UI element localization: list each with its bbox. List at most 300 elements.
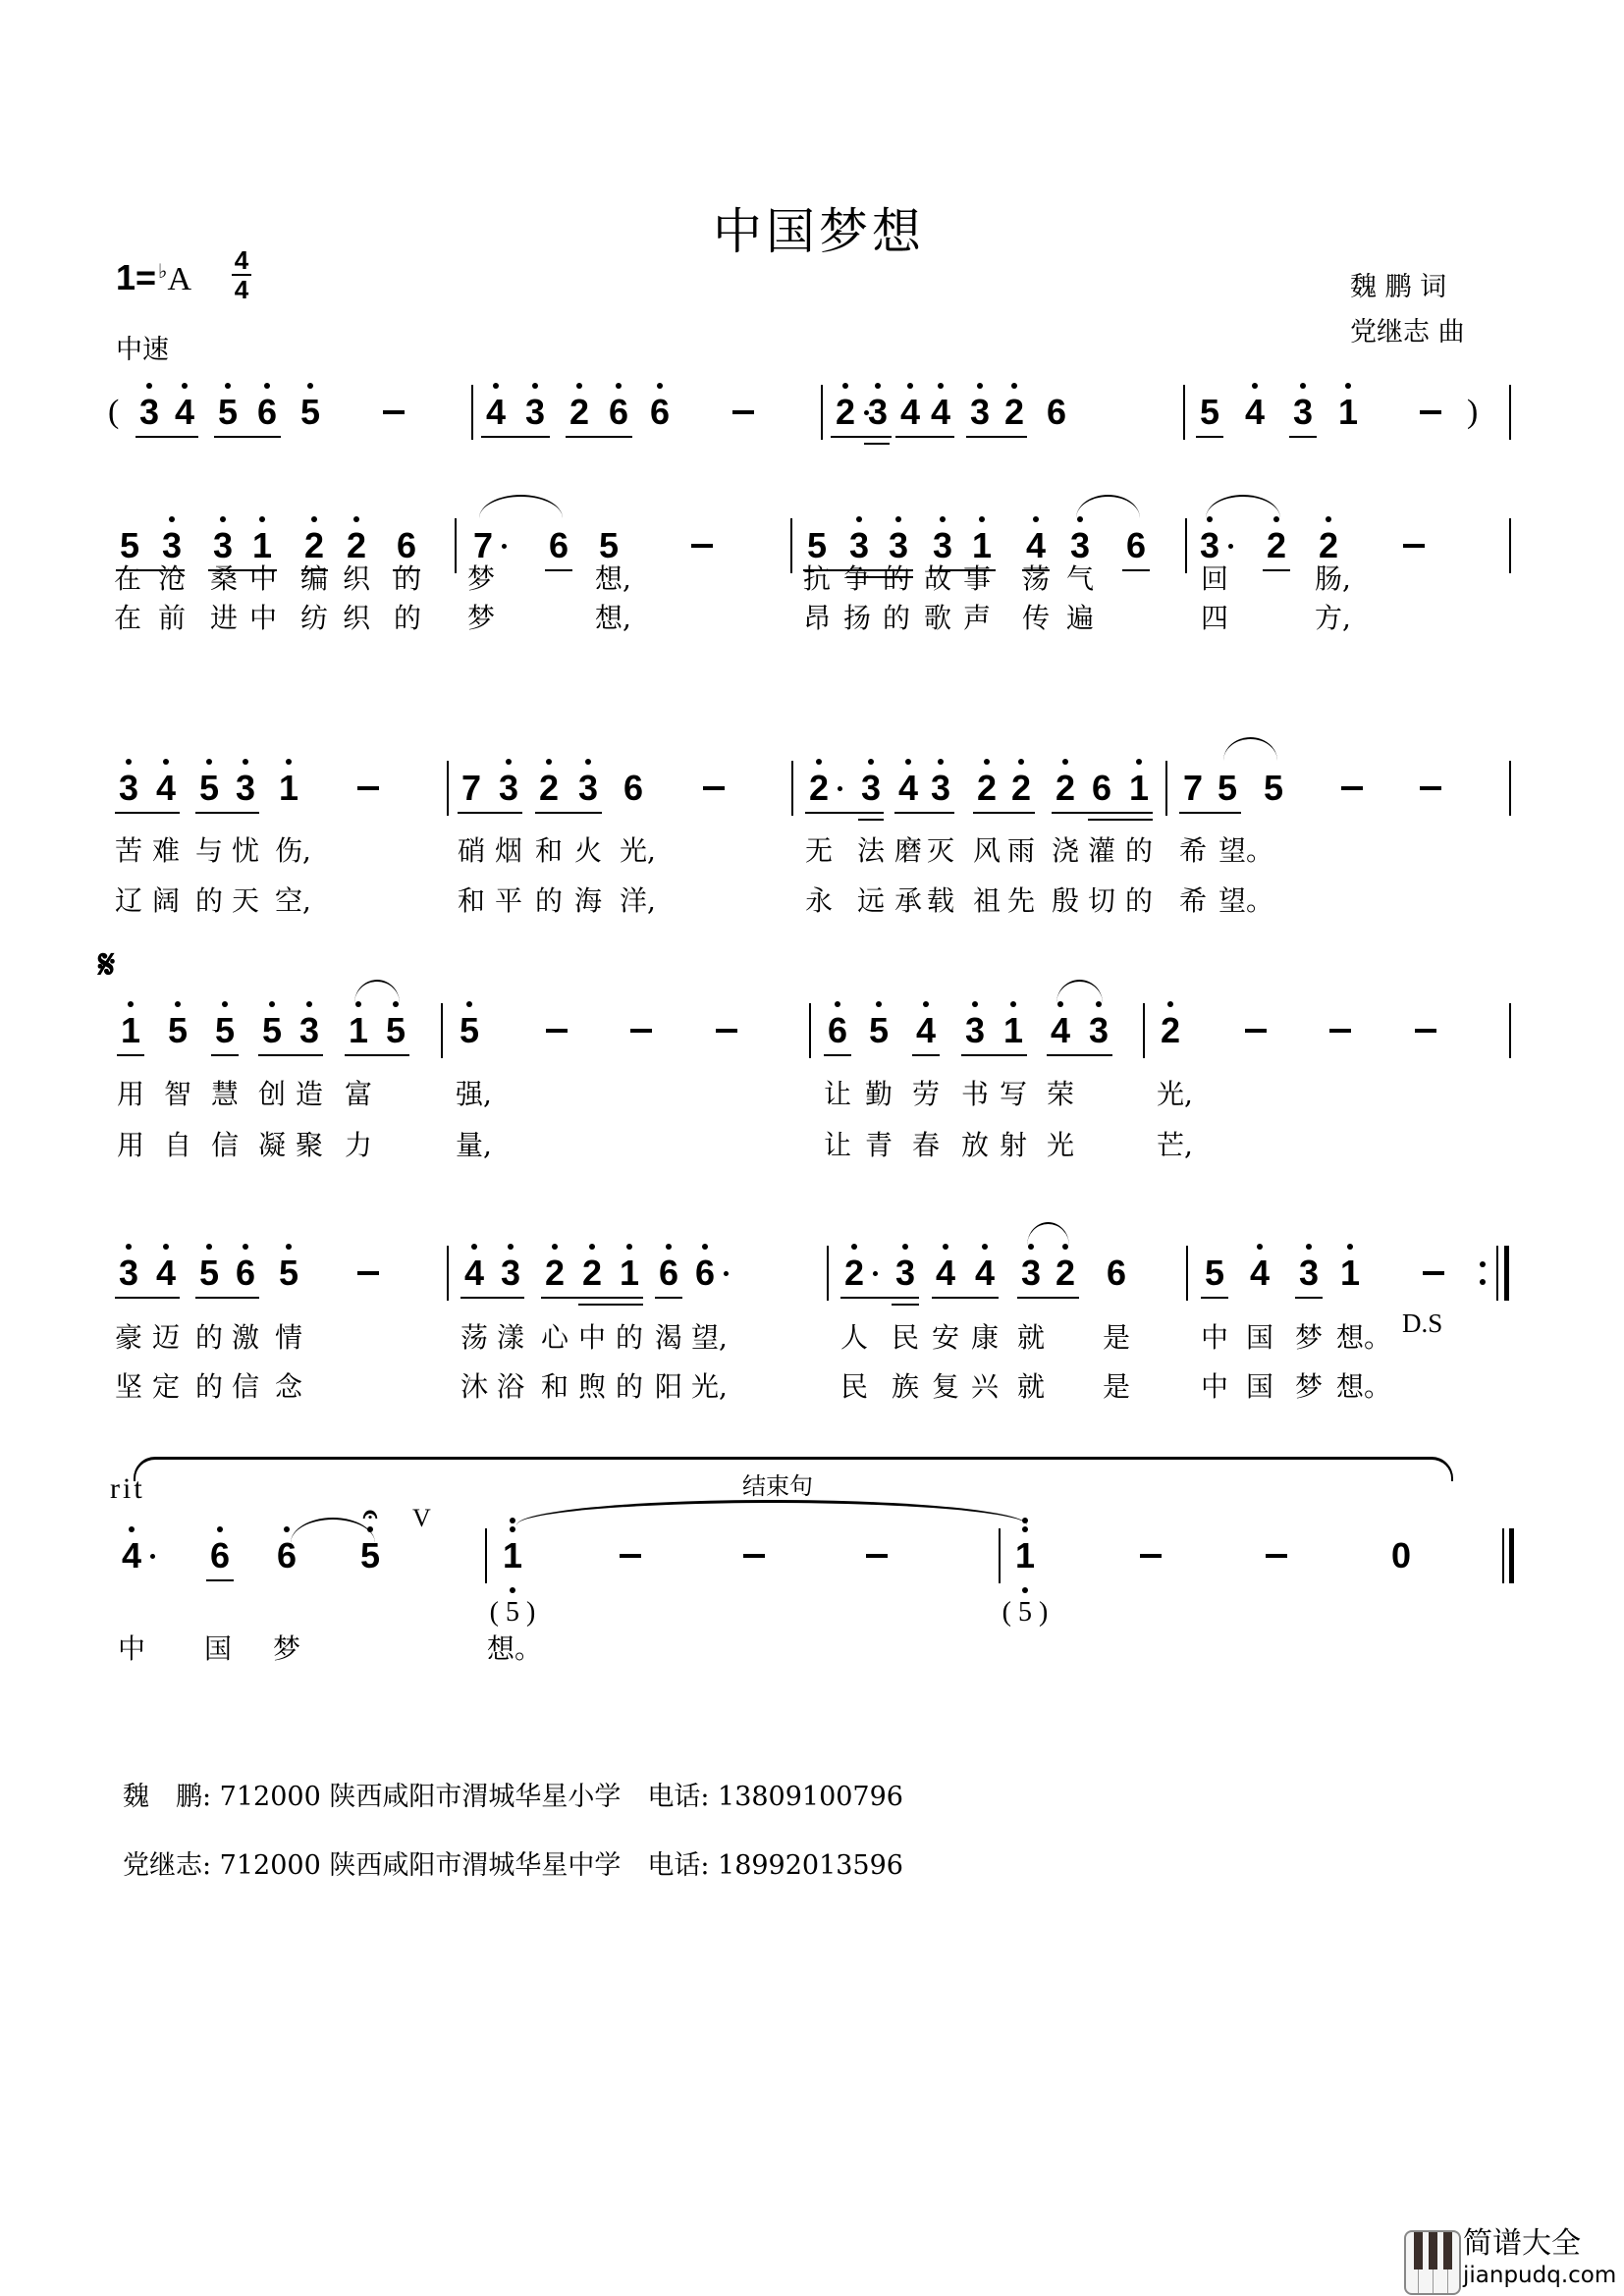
note-digit: 7 <box>472 525 494 565</box>
note-digit: 3 <box>118 1253 139 1293</box>
lyric-syllable: 前 <box>158 602 187 634</box>
note-digit: 5 <box>278 1253 299 1293</box>
high-octave-dot <box>206 759 212 765</box>
note-digit: 3 <box>298 1010 320 1050</box>
note <box>961 1011 989 1050</box>
note <box>1336 1254 1364 1293</box>
barline <box>1165 761 1167 816</box>
lyric-syllable: 的 <box>394 602 422 634</box>
note-digit: 5 <box>214 1010 236 1050</box>
lyric-syllable: 方, <box>1315 602 1351 634</box>
note-digit: 6 <box>1091 768 1112 808</box>
lyric-syllable: 梦 <box>273 1632 301 1665</box>
note-digit: 5 <box>1204 1253 1225 1293</box>
watermark-logo[interactable] <box>1404 2226 1624 2296</box>
high-octave-dot <box>471 1244 477 1250</box>
lyric-syllable: 族 <box>892 1370 920 1403</box>
lyricist-credit: 魏 鹏 词 <box>1350 272 1447 302</box>
lyric-syllable: 智 <box>164 1078 192 1110</box>
note-digit: 3 <box>932 525 953 565</box>
high-octave-dot <box>1033 516 1039 522</box>
dash <box>1329 1029 1351 1033</box>
note <box>253 393 281 432</box>
note <box>840 1254 868 1293</box>
lyric-syllable: 肠, <box>1315 562 1351 595</box>
note-digit: 2 <box>843 1253 865 1293</box>
note-digit: 3 <box>118 768 139 808</box>
barline <box>1509 1003 1511 1058</box>
high-octave-dot <box>163 759 169 765</box>
dash <box>1420 410 1441 414</box>
high-octave-dot <box>1062 759 1068 765</box>
ds-marker: D.S <box>1402 1308 1443 1338</box>
barline <box>1185 518 1187 573</box>
barline <box>441 1003 443 1058</box>
lyric-syllable: 中 <box>578 1321 607 1354</box>
note-digit: 3 <box>1292 392 1314 432</box>
high-octave-dot <box>982 1244 988 1250</box>
high-octave-dot <box>895 516 901 522</box>
lyric-syllable: 创 <box>258 1078 287 1110</box>
note-digit: 6 <box>396 525 417 565</box>
note-digit: 2 <box>835 392 856 432</box>
note <box>620 769 647 808</box>
note <box>892 1254 919 1293</box>
note-digit: 1 <box>971 525 993 565</box>
high-octave-dot <box>1167 1001 1173 1007</box>
note-digit: 2 <box>1055 1253 1076 1293</box>
note-digit: 6 <box>548 525 569 565</box>
rhythm-underline <box>541 1297 643 1299</box>
note-digit: 6 <box>235 1253 256 1293</box>
composer-credit: 党继志 曲 <box>1350 317 1465 347</box>
barline <box>447 1246 449 1301</box>
lyric-syllable: 强, <box>456 1078 492 1110</box>
note <box>164 1011 191 1050</box>
high-octave-dot <box>466 1001 472 1007</box>
high-octave-dot <box>175 1001 181 1007</box>
note-digit: 5 <box>598 525 620 565</box>
high-octave-dot <box>284 1526 290 1532</box>
lyric-syllable: 和 <box>535 834 564 867</box>
rhythm-underline <box>1263 569 1290 571</box>
note-digit: 3 <box>860 768 882 808</box>
note <box>1179 769 1207 808</box>
lyric-syllable: 坚 <box>115 1370 143 1403</box>
note-digit: 6 <box>694 1253 716 1293</box>
dash <box>866 1554 888 1558</box>
barline <box>791 761 793 816</box>
note <box>115 769 142 808</box>
note <box>605 393 632 432</box>
lyric-syllable: 伤, <box>275 834 311 867</box>
note <box>393 526 420 565</box>
lyric-syllable: 梦 <box>1295 1370 1324 1403</box>
note <box>115 1254 142 1293</box>
note-digit: 3 <box>1298 1253 1320 1293</box>
note <box>1011 1536 1039 1575</box>
note-digit: 2 <box>976 768 998 808</box>
note-digit: 6 <box>827 1010 848 1050</box>
note <box>566 393 593 432</box>
lyric-syllable: 国 <box>1246 1370 1274 1403</box>
rhythm-underline <box>1122 569 1150 571</box>
lyric-syllable: 织 <box>343 602 371 634</box>
lyric-syllable: 国 <box>204 1632 233 1665</box>
lyric-syllable: 的 <box>195 1370 224 1403</box>
lyric-syllable: 就 <box>1017 1370 1046 1403</box>
time-sig-top: 4 <box>234 245 249 275</box>
tie-slur <box>1027 1222 1069 1246</box>
lyric-syllable: 光, <box>620 834 656 867</box>
dash <box>703 786 725 790</box>
rhythm-underline <box>481 436 550 438</box>
note <box>655 1254 682 1293</box>
high-octave-dot <box>1010 1001 1016 1007</box>
note-digit: 3 <box>500 1253 521 1293</box>
note <box>541 1254 568 1293</box>
note-digit: 4 <box>899 392 921 432</box>
dash <box>1423 1271 1444 1275</box>
note-digit: 7 <box>460 768 482 808</box>
lyric-syllable: 声 <box>963 602 992 634</box>
high-octave-dot <box>1252 383 1258 389</box>
note-digit: 6 <box>1046 392 1067 432</box>
note-digit: 1 <box>1002 1010 1024 1050</box>
lyric-syllable: 想。 <box>487 1632 543 1665</box>
note <box>1007 769 1035 808</box>
lyric-syllable: 载 <box>927 884 955 917</box>
rhythm-underline <box>195 1297 259 1299</box>
note-digit: 5 <box>359 1535 381 1575</box>
note <box>195 769 223 808</box>
lyric-syllable: 编 <box>300 562 329 595</box>
final-barline-thin <box>1502 1528 1504 1583</box>
barline <box>1509 518 1511 573</box>
high-octave-dot <box>169 516 175 522</box>
lyric-syllable: 沧 <box>158 562 187 595</box>
lyric-syllable: 信 <box>232 1370 260 1403</box>
note <box>232 769 259 808</box>
lyric-syllable: 切 <box>1088 884 1116 917</box>
high-octave-dot <box>243 759 248 765</box>
dash <box>1245 1029 1267 1033</box>
lyric-syllable: 洋, <box>620 884 656 917</box>
fermata-icon: 𝄐 <box>362 1500 378 1529</box>
barline <box>1143 1003 1145 1058</box>
dash <box>630 1029 652 1033</box>
high-octave-dot <box>626 1244 632 1250</box>
low-octave-dot <box>1022 1587 1028 1593</box>
tie-slur <box>1056 980 1103 1003</box>
high-octave-dot <box>546 759 552 765</box>
dash <box>1341 786 1363 790</box>
barline <box>827 1246 829 1301</box>
augmentation-dot <box>724 1271 729 1276</box>
lyric-syllable: 安 <box>932 1321 960 1354</box>
note <box>499 1536 526 1575</box>
note <box>458 769 485 808</box>
lyric-syllable: 在 <box>114 602 142 634</box>
lyric-syllable: 进 <box>210 602 239 634</box>
rhythm-underline <box>1017 1297 1079 1299</box>
bracket-paren: ( <box>108 394 120 430</box>
dash <box>743 1554 765 1558</box>
note-digit: 2 <box>544 1253 566 1293</box>
lyric-syllable: 是 <box>1103 1370 1131 1403</box>
note <box>1052 1254 1079 1293</box>
note <box>845 526 873 565</box>
note <box>824 1011 851 1050</box>
lyric-syllable: 射 <box>1000 1129 1028 1161</box>
note-digit: 1 <box>251 525 273 565</box>
note-digit: 0 <box>1390 1535 1412 1575</box>
note-digit: 2 <box>303 525 325 565</box>
rhythm-underline <box>1295 1297 1323 1299</box>
high-octave-dot <box>856 516 862 522</box>
high-octave-dot <box>510 1526 515 1532</box>
high-octave-dot <box>353 516 359 522</box>
lyric-syllable: 的 <box>616 1321 644 1354</box>
lyric-syllable: 渴 <box>655 1321 683 1354</box>
note-digit: 3 <box>964 1010 986 1050</box>
rhythm-underline <box>824 1054 851 1056</box>
lyric-syllable: 想。 <box>1336 1370 1392 1403</box>
lyric-syllable: 青 <box>865 1129 893 1161</box>
note-digit: 6 <box>1125 525 1147 565</box>
note-digit: 5 <box>119 525 140 565</box>
note <box>1000 1011 1027 1050</box>
note-digit: 3 <box>138 392 160 432</box>
high-octave-dot <box>907 383 913 389</box>
note-digit: 4 <box>930 392 951 432</box>
note <box>966 393 994 432</box>
high-octave-dot <box>616 383 622 389</box>
rhythm-underline <box>578 1304 643 1306</box>
note <box>171 393 198 432</box>
tie-slur <box>1223 737 1277 761</box>
footer-contact-composer: 党继志: 712000 陕西咸阳市渭城华星中学 电话: 18992013596 <box>123 1850 903 1881</box>
note-digit: 3 <box>848 525 870 565</box>
rhythm-underline <box>117 1054 144 1056</box>
note-digit: 5 <box>1263 768 1284 808</box>
note <box>214 393 242 432</box>
high-octave-dot <box>222 1001 228 1007</box>
note-digit: 5 <box>1217 768 1238 808</box>
note <box>1066 526 1094 565</box>
note-digit: 1 <box>502 1535 523 1575</box>
note <box>258 1011 286 1050</box>
barline <box>1183 385 1185 440</box>
note <box>968 526 996 565</box>
note <box>595 526 623 565</box>
note-digit: 5 <box>1199 392 1220 432</box>
note-digit: 4 <box>1050 1010 1071 1050</box>
rhythm-underline <box>206 1579 234 1581</box>
rhythm-underline <box>655 1297 682 1299</box>
note <box>578 1254 606 1293</box>
rhythm-underline <box>195 812 259 814</box>
high-octave-dot <box>311 516 317 522</box>
note <box>275 1254 302 1293</box>
lyric-syllable: 聚 <box>296 1129 324 1161</box>
high-octave-dot <box>286 759 292 765</box>
lyric-syllable: 和 <box>541 1370 569 1403</box>
note-digit: 3 <box>524 392 546 432</box>
note-digit: 5 <box>167 1010 189 1050</box>
rhythm-underline <box>566 436 632 438</box>
note-digit: 1 <box>278 768 299 808</box>
lyric-syllable: 梦 <box>467 602 496 634</box>
high-octave-dot <box>938 759 944 765</box>
note <box>929 526 956 565</box>
lyric-syllable: 平 <box>495 884 523 917</box>
lyric-syllable: 写 <box>1000 1078 1028 1110</box>
note <box>1125 769 1153 808</box>
high-octave-dot <box>269 1001 275 1007</box>
note <box>1295 1254 1323 1293</box>
rhythm-underline <box>460 1297 524 1299</box>
note <box>135 393 163 432</box>
note <box>482 393 510 432</box>
note-digit: 5 <box>806 525 828 565</box>
high-octave-dot <box>129 1526 135 1532</box>
dash <box>620 1554 641 1558</box>
rhythm-underline <box>135 436 198 438</box>
note-digit: 4 <box>1244 392 1266 432</box>
rhythm-underline <box>1289 436 1317 438</box>
high-octave-dot <box>576 383 582 389</box>
dash <box>1403 544 1425 548</box>
high-octave-dot <box>589 1244 595 1250</box>
time-sig-bottom: 4 <box>234 275 249 304</box>
note-digit: 2 <box>581 1253 603 1293</box>
note <box>152 1254 180 1293</box>
note <box>195 1254 223 1293</box>
high-octave-dot <box>842 383 848 389</box>
augmentation-dot <box>838 786 842 791</box>
lyric-syllable: 信 <box>211 1129 240 1161</box>
lyric-syllable: 歌 <box>924 602 952 634</box>
rit-label: rit <box>110 1472 145 1505</box>
dash <box>357 1271 379 1275</box>
high-octave-dot <box>1011 383 1017 389</box>
lyric-syllable: 远 <box>857 884 886 917</box>
note-digit: 6 <box>623 768 644 808</box>
high-octave-dot <box>163 1244 169 1250</box>
note <box>1246 1254 1273 1293</box>
note-digit: 6 <box>209 1535 231 1575</box>
note-digit: 4 <box>155 768 177 808</box>
high-octave-dot <box>657 383 663 389</box>
lyric-syllable: 纺 <box>300 602 329 634</box>
high-octave-dot <box>905 759 911 765</box>
high-octave-dot <box>506 759 512 765</box>
note <box>574 769 602 808</box>
dash <box>1266 1554 1287 1558</box>
lyric-syllable: 法 <box>857 834 886 867</box>
barline <box>1186 1246 1188 1301</box>
high-octave-dot <box>1306 1244 1312 1250</box>
note <box>1315 526 1342 565</box>
barline <box>790 518 792 573</box>
breath-mark: V <box>412 1504 431 1532</box>
note-digit: 5 <box>299 392 321 432</box>
ending-label: 结束句 <box>742 1472 813 1500</box>
note-digit: 6 <box>649 392 671 432</box>
high-octave-dot <box>816 759 822 765</box>
note-digit: 4 <box>974 1253 996 1293</box>
lyric-syllable: 就 <box>1017 1321 1046 1354</box>
high-octave-dot <box>851 1244 857 1250</box>
rhythm-underline <box>1201 1297 1228 1299</box>
rhythm-underline <box>115 1297 180 1299</box>
lyric-syllable: 造 <box>296 1078 324 1110</box>
note-digit: 3 <box>1069 525 1091 565</box>
note <box>1241 393 1269 432</box>
note-digit: 3 <box>930 768 951 808</box>
note <box>211 1011 239 1050</box>
high-octave-dot <box>126 1244 132 1250</box>
note-digit: 1 <box>348 1010 369 1050</box>
note <box>1214 769 1241 808</box>
note-digit: 2 <box>568 392 590 432</box>
dash <box>732 410 754 414</box>
lyric-syllable: 抗 <box>803 562 832 595</box>
lyric-syllable: 想, <box>595 562 631 595</box>
rhythm-underline <box>858 819 884 821</box>
note <box>973 769 1001 808</box>
note-digit: 6 <box>256 392 278 432</box>
note-digit: 3 <box>1088 1010 1110 1050</box>
rhythm-underline <box>895 436 954 438</box>
tie-slur <box>479 495 563 518</box>
lyric-syllable: 遍 <box>1066 602 1095 634</box>
note-digit: 1 <box>1128 768 1150 808</box>
lyric-syllable: 劳 <box>912 1078 941 1110</box>
lyric-syllable: 民 <box>892 1321 920 1354</box>
note <box>521 393 549 432</box>
note-digit: 3 <box>235 768 256 808</box>
note <box>297 393 324 432</box>
note <box>1001 393 1028 432</box>
lyric-syllable: 量, <box>456 1129 492 1161</box>
ending-slur <box>516 1500 1027 1542</box>
augmentation-dot <box>1228 544 1233 549</box>
dash <box>1420 786 1441 790</box>
note-digit: 4 <box>121 1535 142 1575</box>
lyric-syllable: 心 <box>541 1321 569 1354</box>
note-digit: 1 <box>120 1010 141 1050</box>
note-digit: 3 <box>161 525 183 565</box>
high-octave-dot <box>146 383 152 389</box>
note <box>1334 393 1362 432</box>
note <box>152 769 180 808</box>
rhythm-underline <box>214 436 281 438</box>
dash <box>1140 1554 1162 1558</box>
rhythm-underline <box>892 1304 919 1306</box>
lyric-syllable: 兴 <box>971 1370 1000 1403</box>
note <box>1157 1011 1184 1050</box>
note <box>117 1011 144 1050</box>
note <box>896 393 924 432</box>
note <box>1022 526 1050 565</box>
note-digit: 4 <box>915 1010 937 1050</box>
note-digit: 6 <box>658 1253 679 1293</box>
note-digit: 2 <box>1318 525 1339 565</box>
note <box>894 769 922 808</box>
note <box>885 526 912 565</box>
